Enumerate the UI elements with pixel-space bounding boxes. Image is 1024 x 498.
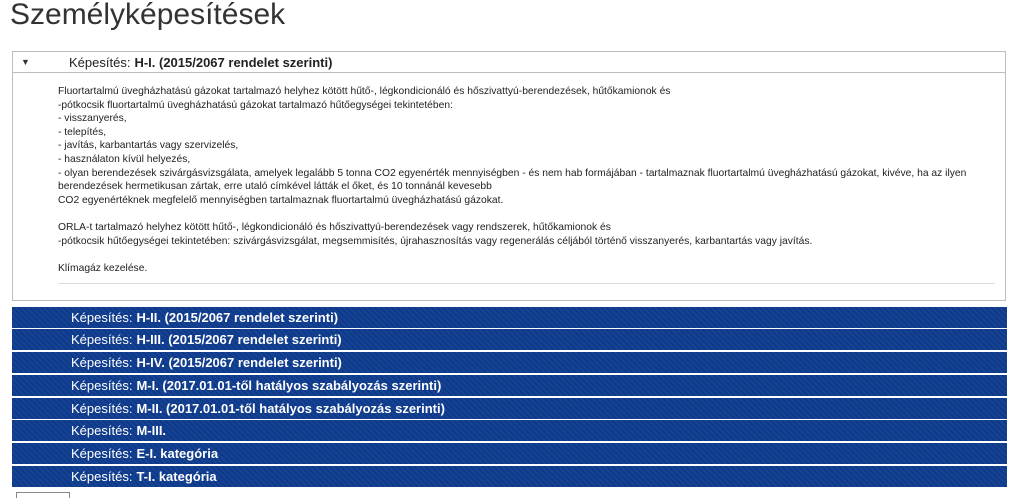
qualification-name: M-II. (2017.01.01-től hatályos szabályozás szerinti) xyxy=(136,401,445,416)
qualification-header-h1[interactable] xyxy=(13,52,1005,73)
description-line: - visszanyerés, xyxy=(58,113,127,125)
description-line: ORLA-t tartalmazó helyhez kötött hűtő-, légkondicionáló és hőszivattyú-berendezések vagy rendszerek, hűtőkamionok és xyxy=(58,221,611,233)
accordion-item-m1[interactable] xyxy=(12,375,1007,396)
description-line: - telepítés, xyxy=(58,126,107,138)
description-line: -pótkocsik fluortartalmú üvegházhatású gázokat tartalmazó hűtőegységei tekintetében: xyxy=(58,99,453,111)
accordion-item-h4[interactable] xyxy=(12,352,1007,373)
qualification-label: Képesítés: xyxy=(71,469,133,484)
qualification-name: H-I. (2015/2067 rendelet szerinti) xyxy=(134,54,333,70)
qualification-name: E-I. kategória xyxy=(136,446,219,461)
description-line: - használaton kívül helyezés, xyxy=(58,153,191,165)
accordion-item-m2[interactable] xyxy=(12,398,1007,419)
qualification-label: Képesítés: xyxy=(71,423,133,438)
description-line: Klímagáz kezelése. xyxy=(58,262,148,274)
accordion-item-h3[interactable] xyxy=(12,329,1007,350)
bottom-button-edge[interactable] xyxy=(16,492,70,498)
qualification-name: M-III. xyxy=(136,423,167,438)
qualification-label: Képesítés: xyxy=(69,54,131,70)
description-line: - javítás, karbantartás vagy szervizelés, xyxy=(58,140,239,152)
description-line: CO2 egyenértéknek megfelelő mennyiségben tartalmaznak fluortartalmú üvegházhatású gázokat. xyxy=(58,194,504,206)
qualification-label: Képesítés: xyxy=(71,378,133,393)
qualification-name: H-III. (2015/2067 rendelet szerinti) xyxy=(136,332,342,347)
description-line: berendezések hermetikusan zártak, erre utaló címkével látták el őket, és 10 tonnánál kevesebb xyxy=(58,181,492,193)
description-line: - olyan berendezések szivárgásvizsgálata, amelyek legalább 5 tonna CO2 egyenérték mennyiségben - és nem hab formájában - tartalmaznak fluortartalmú üvegházhatású gázokat, kivéve, ha az ilyen xyxy=(58,167,967,179)
description-line: Fluortartalmú üvegházhatású gázokat tartalmazó helyhez kötött hűtő-, légkondicionáló és hőszivattyú-berendezések, hűtőkamionok és xyxy=(58,86,671,97)
qualification-label: Képesítés: xyxy=(71,446,133,461)
qualification-name: T-I. kategória xyxy=(136,469,217,484)
qualification-label: Képesítés: xyxy=(71,310,133,325)
expanded-qualification-panel xyxy=(12,51,1006,301)
accordion-item-t1[interactable] xyxy=(12,466,1007,487)
accordion-item-h2[interactable] xyxy=(12,307,1007,328)
accordion-item-m3[interactable] xyxy=(12,420,1007,441)
qualification-label: Képesítés: xyxy=(71,355,133,370)
qualification-description xyxy=(13,73,1005,275)
page-title: Személyképesítések xyxy=(10,0,286,31)
qualification-name: M-I. (2017.01.01-től hatályos szabályozás szerinti) xyxy=(136,378,442,393)
divider xyxy=(58,283,995,284)
paragraph-gap xyxy=(58,248,1005,262)
qualification-name: H-IV. (2015/2067 rendelet szerinti) xyxy=(136,355,342,370)
qualification-label: Képesítés: xyxy=(71,401,133,416)
paragraph-gap xyxy=(58,207,1005,221)
accordion-item-e1[interactable] xyxy=(12,443,1007,464)
qualification-name: H-II. (2015/2067 rendelet szerinti) xyxy=(136,310,339,325)
qualification-label: Képesítés: xyxy=(71,332,133,347)
caret-down-icon[interactable]: ▼ xyxy=(21,57,30,67)
description-line: -pótkocsik hűtőegységei tekintetében: szivárgásvizsgálat, megsemmisítés, újrahasznosítás vagy regenerálás céljából történő visszanyerés, karbantartás vagy javítás. xyxy=(58,235,813,247)
